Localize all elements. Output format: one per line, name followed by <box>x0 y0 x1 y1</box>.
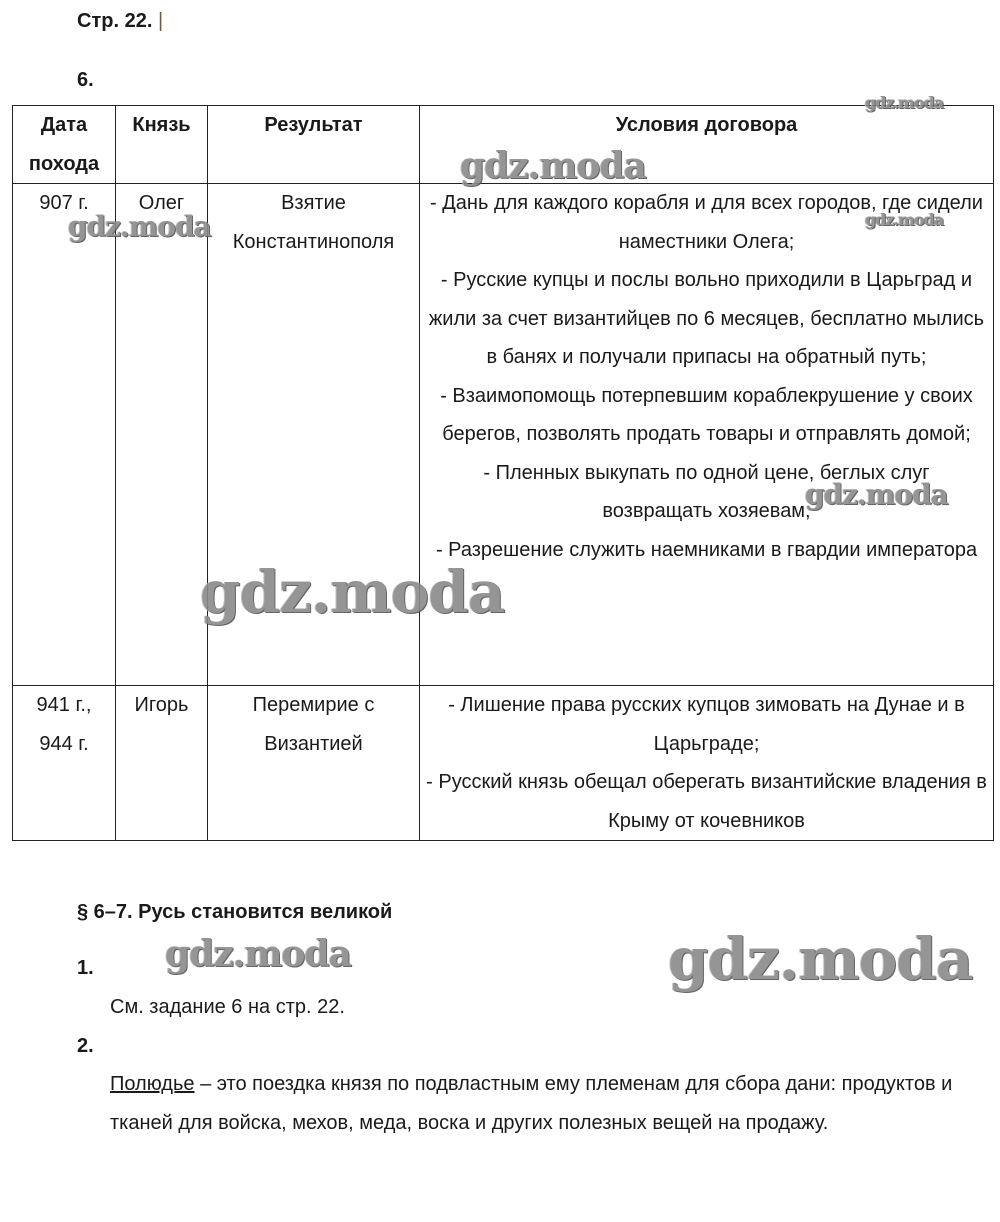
watermark: gdz.moda <box>200 558 505 626</box>
treaty-table <box>12 105 994 841</box>
condition: - Разрешение служить наемниками в гвардии императора <box>435 538 978 561</box>
header-result: Результат <box>208 106 420 184</box>
task-number: 1. <box>77 957 94 979</box>
cell-result: Взятие Константинополя <box>208 184 420 686</box>
condition: - Дань для каждого корабля и для всех городов, где сидели наместники Олега; <box>430 192 983 253</box>
table-row <box>13 686 994 841</box>
table-row <box>13 184 994 686</box>
task-number: 6. <box>77 69 94 91</box>
condition: - Русский князь обещал оберегать византийские владения в Крыму от кочевников <box>426 771 987 832</box>
cell-date: 907 г. <box>13 184 116 686</box>
header-prince: Князь <box>116 106 208 184</box>
cell-conditions <box>420 686 994 841</box>
cell-prince: Олег <box>116 184 208 686</box>
watermark: gdz.moda <box>805 478 948 511</box>
page-ref-text: Стр. 22. <box>77 10 153 32</box>
watermark: gdz.moda <box>460 145 646 187</box>
condition: - Взаимопомощь потерпевшим кораблекрушение у своих берегов, позволять продать товары и отправлять домой; <box>440 384 973 445</box>
header-date: Дата похода <box>13 106 116 184</box>
watermark: gdz.moda <box>668 925 973 993</box>
header-conditions: Условия договора <box>420 106 994 184</box>
cell-date: 941 г., 944 г. <box>13 686 116 841</box>
condition: - Лишение права русских купцов зимовать на Дунае и в Царьграде; <box>448 694 965 755</box>
task-number: 2. <box>77 1035 94 1057</box>
task2-text <box>110 1065 970 1143</box>
watermark: gdz.moda <box>865 93 944 112</box>
watermark: gdz.moda <box>165 933 351 975</box>
section-title: § 6–7. Русь становится великой <box>77 901 393 923</box>
definition: – это поездка князя по подвластным ему племенам для сбора дани: продуктов и тканей для войска, мехов, меда, воска и других полезных вещей на продажу. <box>110 1073 953 1134</box>
page-reference: Стр. 22. | <box>77 10 164 32</box>
watermark: gdz.moda <box>68 210 211 243</box>
cell-prince: Игорь <box>116 686 208 841</box>
term: Полюдье <box>110 1073 195 1095</box>
cell-conditions <box>420 184 994 686</box>
condition: - Пленных выкупать по одной цене, беглых слуг возвращать хозяевам; <box>483 461 930 522</box>
cell-result: Перемирие с Византией <box>208 686 420 841</box>
condition: - Русские купцы и послы вольно приходили в Царьград и жили за счет византийцев по 6 месяцев, бесплатно мылись в банях и получали припасы на обратный путь; <box>428 269 985 368</box>
watermark: gdz.moda <box>865 210 944 229</box>
task1-text: См. задание 6 на стр. 22. <box>110 996 345 1018</box>
table-header-row <box>13 106 994 184</box>
